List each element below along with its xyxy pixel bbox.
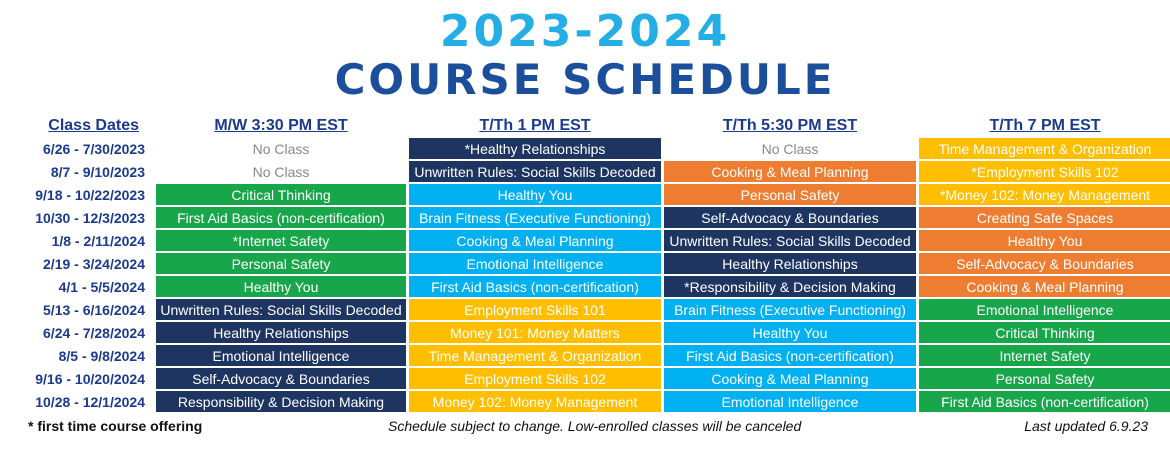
- course-cell: Employment Skills 102: [409, 368, 661, 389]
- schedule-table: [2, 114, 1170, 414]
- course-cell: No Class: [664, 138, 916, 159]
- table-row: [5, 138, 1170, 159]
- course-cell: Unwritten Rules: Social Skills Decoded: [664, 230, 916, 251]
- course-cell: No Class: [156, 138, 406, 159]
- course-cell: Cooking & Meal Planning: [919, 276, 1170, 297]
- course-cell: Personal Safety: [664, 184, 916, 205]
- course-cell: First Aid Basics (non-certification): [664, 345, 916, 366]
- course-cell: Creating Safe Spaces: [919, 207, 1170, 228]
- course-cell: Personal Safety: [156, 253, 406, 274]
- header-row: [5, 116, 1170, 136]
- course-cell: First Aid Basics (non-certification): [156, 207, 406, 228]
- course-cell: Emotional Intelligence: [664, 391, 916, 412]
- course-cell: Self-Advocacy & Boundaries: [664, 207, 916, 228]
- last-updated: Last updated 6.9.23: [1024, 418, 1148, 434]
- course-cell: *Employment Skills 102: [919, 161, 1170, 182]
- course-cell: Unwritten Rules: Social Skills Decoded: [156, 299, 406, 320]
- table-row: [5, 207, 1170, 228]
- course-cell: Self-Advocacy & Boundaries: [156, 368, 406, 389]
- column-header-tth-7: T/Th 7 PM EST: [989, 117, 1101, 134]
- course-cell: Internet Safety: [919, 345, 1170, 366]
- course-cell: Money 101: Money Matters: [409, 322, 661, 343]
- course-cell: Cooking & Meal Planning: [664, 368, 916, 389]
- course-cell: Time Management & Organization: [409, 345, 661, 366]
- class-date: 6/26 - 7/30/2023: [43, 140, 145, 157]
- course-cell: *Internet Safety: [156, 230, 406, 251]
- class-date: 2/19 - 3/24/2024: [43, 255, 145, 272]
- first-time-note: * first time course offering: [28, 418, 203, 434]
- column-header-tth-530: T/Th 5:30 PM EST: [722, 117, 858, 134]
- class-date: 5/13 - 6/16/2024: [43, 301, 145, 318]
- course-cell: *Money 102: Money Management: [919, 184, 1170, 205]
- table-row: [5, 230, 1170, 251]
- course-cell: Emotional Intelligence: [156, 345, 406, 366]
- table-row: [5, 368, 1170, 389]
- class-date: 9/18 - 10/22/2023: [35, 186, 145, 203]
- class-date: 8/7 - 9/10/2023: [50, 163, 145, 180]
- column-header-mw-330: M/W 3:30 PM EST: [214, 117, 348, 134]
- course-cell: Responsibility & Decision Making: [156, 391, 406, 412]
- title-year: 2023-2024: [439, 6, 731, 57]
- course-cell: Brain Fitness (Executive Functioning): [409, 207, 661, 228]
- schedule-change-note: Schedule subject to change. Low-enrolled classes will be canceled: [388, 418, 802, 434]
- course-cell: Healthy You: [409, 184, 661, 205]
- title-main: COURSE SCHEDULE: [334, 55, 836, 104]
- table-row: [5, 322, 1170, 343]
- class-date: 1/8 - 2/11/2024: [51, 232, 145, 249]
- course-cell: Healthy You: [156, 276, 406, 297]
- class-date: 10/28 - 12/1/2024: [35, 393, 145, 410]
- course-cell: Unwritten Rules: Social Skills Decoded: [409, 161, 661, 182]
- class-date: 9/16 - 10/20/2024: [35, 370, 145, 387]
- course-cell: Critical Thinking: [919, 322, 1170, 343]
- course-cell: Critical Thinking: [156, 184, 406, 205]
- table-row: [5, 253, 1170, 274]
- course-cell: Cooking & Meal Planning: [409, 230, 661, 251]
- class-date: 4/1 - 5/5/2024: [58, 278, 145, 295]
- column-header-tth-1: T/Th 1 PM EST: [479, 117, 591, 134]
- course-cell: First Aid Basics (non-certification): [919, 391, 1170, 412]
- course-cell: Employment Skills 101: [409, 299, 661, 320]
- class-date: 10/30 - 12/3/2023: [35, 209, 145, 226]
- course-cell: No Class: [156, 161, 406, 182]
- course-cell: Self-Advocacy & Boundaries: [919, 253, 1170, 274]
- table-row: [5, 299, 1170, 320]
- table-row: [5, 345, 1170, 366]
- table-row: [5, 161, 1170, 182]
- course-cell: Time Management & Organization: [919, 138, 1170, 159]
- schedule-body: [5, 138, 1170, 412]
- course-cell: Emotional Intelligence: [409, 253, 661, 274]
- course-cell: Money 102: Money Management: [409, 391, 661, 412]
- course-cell: *Healthy Relationships: [409, 138, 661, 159]
- table-row: [5, 391, 1170, 412]
- course-cell: Emotional Intelligence: [919, 299, 1170, 320]
- column-header-class-dates: Class Dates: [48, 117, 139, 134]
- course-cell: Healthy Relationships: [664, 253, 916, 274]
- class-date: 6/24 - 7/28/2024: [43, 324, 145, 341]
- course-cell: First Aid Basics (non-certification): [409, 276, 661, 297]
- table-row: [5, 276, 1170, 297]
- course-cell: Brain Fitness (Executive Functioning): [664, 299, 916, 320]
- course-cell: Cooking & Meal Planning: [664, 161, 916, 182]
- course-cell: Personal Safety: [919, 368, 1170, 389]
- table-row: [5, 184, 1170, 205]
- course-cell: Healthy You: [664, 322, 916, 343]
- course-cell: *Responsibility & Decision Making: [664, 276, 916, 297]
- course-cell: Healthy Relationships: [156, 322, 406, 343]
- course-cell: Healthy You: [919, 230, 1170, 251]
- class-date: 8/5 - 9/8/2024: [58, 347, 145, 364]
